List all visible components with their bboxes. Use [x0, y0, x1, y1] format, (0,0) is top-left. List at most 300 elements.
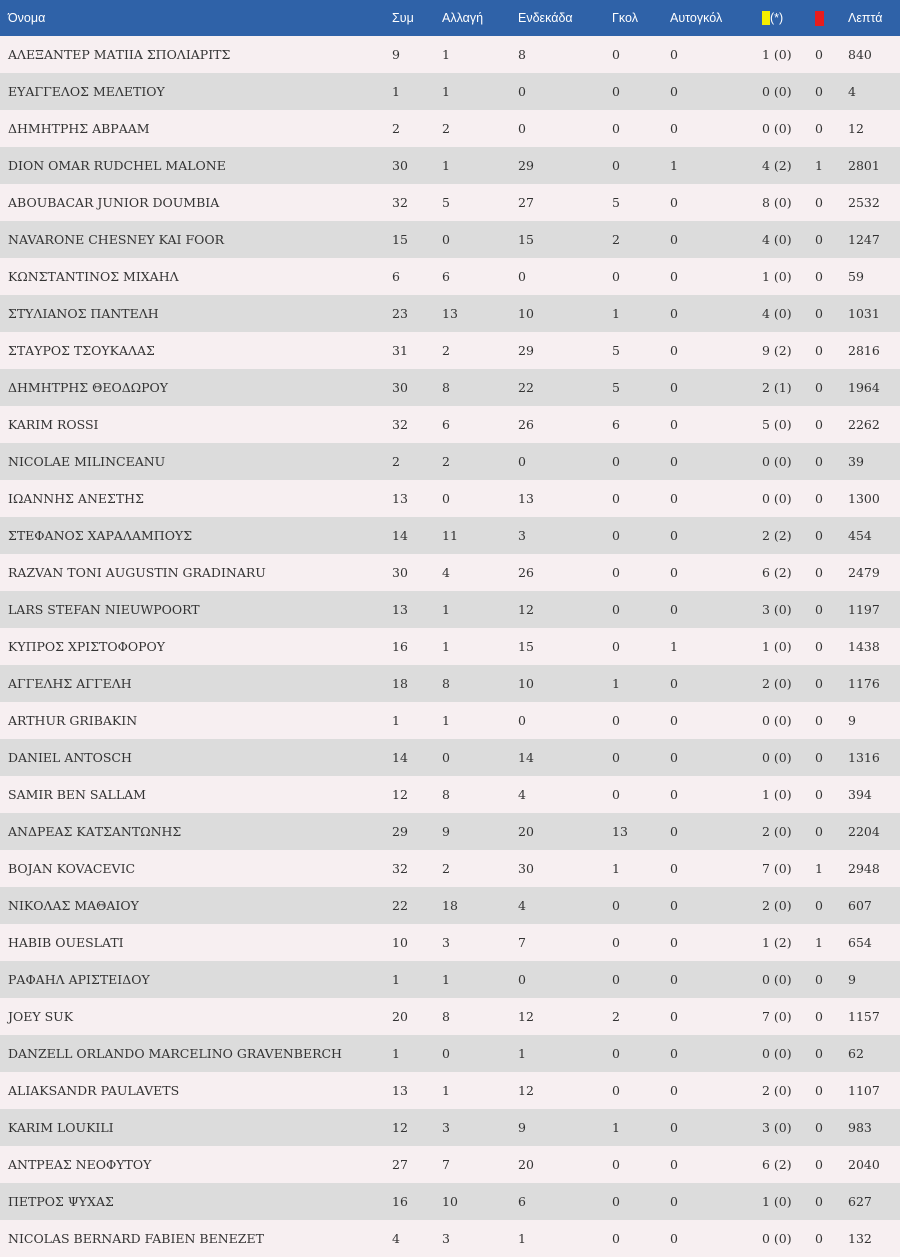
- cell-starts: 8: [518, 36, 612, 73]
- cell-yellow-cards: 3 (0): [762, 591, 815, 628]
- cell-starts: 20: [518, 813, 612, 850]
- cell-goals: 0: [612, 443, 670, 480]
- cell-apps: 23: [392, 295, 442, 332]
- cell-sub: 2: [442, 850, 518, 887]
- cell-starts: 3: [518, 517, 612, 554]
- cell-red-cards: 0: [815, 1220, 848, 1257]
- cell-goals: 0: [612, 591, 670, 628]
- cell-name[interactable]: BOJAN KOVACEVIC: [0, 850, 392, 887]
- cell-sub: 13: [442, 295, 518, 332]
- cell-apps: 13: [392, 591, 442, 628]
- cell-minutes: 454: [848, 517, 900, 554]
- cell-name[interactable]: ΡΑΦΑΗΛ ΑΡΙΣΤΕΙΔΟΥ: [0, 961, 392, 998]
- cell-own-goals: 0: [670, 406, 762, 443]
- cell-starts: 15: [518, 221, 612, 258]
- cell-sub: 0: [442, 739, 518, 776]
- cell-sub: 1: [442, 36, 518, 73]
- table-row[interactable]: [0, 295, 900, 332]
- cell-name[interactable]: ΙΩΑΝΝΗΣ ΑΝΕΣΤΗΣ: [0, 480, 392, 517]
- cell-yellow-cards: 1 (0): [762, 1183, 815, 1220]
- cell-name[interactable]: HABIB OUESLATI: [0, 924, 392, 961]
- table-row[interactable]: [0, 369, 900, 406]
- table-row[interactable]: [0, 36, 900, 73]
- cell-sub: 4: [442, 554, 518, 591]
- cell-red-cards: 1: [815, 924, 848, 961]
- cell-own-goals: 0: [670, 258, 762, 295]
- table-row[interactable]: [0, 1035, 900, 1072]
- cell-starts: 7: [518, 924, 612, 961]
- cell-apps: 2: [392, 110, 442, 147]
- cell-apps: 12: [392, 1109, 442, 1146]
- cell-name[interactable]: LARS STEFAN NIEUWPOORT: [0, 591, 392, 628]
- cell-name[interactable]: ΑΓΓΕΛΗΣ ΑΓΓΕΛΗ: [0, 665, 392, 702]
- cell-name[interactable]: ΔΗΜΗΤΡΗΣ ΑΒΡΑΑΜ: [0, 110, 392, 147]
- cell-red-cards: 0: [815, 36, 848, 73]
- cell-yellow-cards: 5 (0): [762, 406, 815, 443]
- cell-sub: 1: [442, 1072, 518, 1109]
- cell-own-goals: 0: [670, 998, 762, 1035]
- cell-minutes: 39: [848, 443, 900, 480]
- cell-name[interactable]: DANZELL ORLANDO MARCELINO GRAVENBERCH: [0, 1035, 392, 1072]
- cell-yellow-cards: 0 (0): [762, 443, 815, 480]
- cell-apps: 20: [392, 998, 442, 1035]
- cell-minutes: 2948: [848, 850, 900, 887]
- cell-yellow-cards: 4 (0): [762, 221, 815, 258]
- cell-own-goals: 0: [670, 554, 762, 591]
- cell-red-cards: 0: [815, 628, 848, 665]
- cell-own-goals: 0: [670, 739, 762, 776]
- cell-name[interactable]: ΚΥΠΡΟΣ ΧΡΙΣΤΟΦΟΡΟΥ: [0, 628, 392, 665]
- cell-starts: 12: [518, 998, 612, 1035]
- table-row[interactable]: [0, 628, 900, 665]
- cell-minutes: 9: [848, 961, 900, 998]
- table-row[interactable]: [0, 1220, 900, 1257]
- cell-starts: 13: [518, 480, 612, 517]
- cell-goals: 0: [612, 480, 670, 517]
- cell-yellow-cards: 2 (0): [762, 813, 815, 850]
- header-sub[interactable]: Αλλαγή: [442, 0, 518, 36]
- cell-yellow-cards: 0 (0): [762, 480, 815, 517]
- cell-own-goals: 0: [670, 850, 762, 887]
- cell-starts: 4: [518, 776, 612, 813]
- cell-apps: 14: [392, 739, 442, 776]
- cell-red-cards: 0: [815, 332, 848, 369]
- cell-own-goals: 0: [670, 73, 762, 110]
- cell-red-cards: 0: [815, 517, 848, 554]
- cell-minutes: 1176: [848, 665, 900, 702]
- cell-goals: 0: [612, 776, 670, 813]
- cell-starts: 29: [518, 332, 612, 369]
- cell-goals: 6: [612, 406, 670, 443]
- cell-goals: 1: [612, 1109, 670, 1146]
- cell-red-cards: 0: [815, 1183, 848, 1220]
- cell-name[interactable]: KARIM LOUKILI: [0, 1109, 392, 1146]
- cell-yellow-cards: 9 (2): [762, 332, 815, 369]
- cell-sub: 11: [442, 517, 518, 554]
- table-row[interactable]: [0, 147, 900, 184]
- cell-name[interactable]: ΑΝΔΡΕΑΣ ΚΑΤΣΑΝΤΩΝΗΣ: [0, 813, 392, 850]
- cell-name[interactable]: KARIM ROSSI: [0, 406, 392, 443]
- cell-own-goals: 0: [670, 443, 762, 480]
- cell-minutes: 654: [848, 924, 900, 961]
- cell-apps: 4: [392, 1220, 442, 1257]
- cell-apps: 6: [392, 258, 442, 295]
- cell-yellow-cards: 6 (2): [762, 554, 815, 591]
- cell-red-cards: 0: [815, 702, 848, 739]
- cell-goals: 1: [612, 665, 670, 702]
- cell-starts: 26: [518, 554, 612, 591]
- cell-name[interactable]: ALIAKSANDR PAULAVETS: [0, 1072, 392, 1109]
- red-card-icon: [815, 11, 824, 26]
- cell-red-cards: 0: [815, 258, 848, 295]
- table-row[interactable]: [0, 961, 900, 998]
- table-row[interactable]: [0, 850, 900, 887]
- cell-yellow-cards: 3 (0): [762, 1109, 815, 1146]
- cell-red-cards: 0: [815, 776, 848, 813]
- cell-goals: 0: [612, 628, 670, 665]
- cell-name[interactable]: ΣΤΑΥΡΟΣ ΤΣΟΥΚΑΛΑΣ: [0, 332, 392, 369]
- table-row[interactable]: [0, 1146, 900, 1183]
- cell-yellow-cards: 0 (0): [762, 739, 815, 776]
- cell-red-cards: 0: [815, 73, 848, 110]
- table-header-row: [0, 0, 900, 36]
- cell-name[interactable]: ΝΙΚΟΛΑΣ ΜΑΘΑΙΟΥ: [0, 887, 392, 924]
- cell-own-goals: 0: [670, 332, 762, 369]
- cell-sub: 1: [442, 961, 518, 998]
- table-row[interactable]: [0, 110, 900, 147]
- cell-name[interactable]: NICOLAE MILINCEANU: [0, 443, 392, 480]
- cell-own-goals: 0: [670, 813, 762, 850]
- cell-own-goals: 0: [670, 517, 762, 554]
- cell-goals: 0: [612, 1072, 670, 1109]
- cell-apps: 16: [392, 1183, 442, 1220]
- cell-apps: 32: [392, 184, 442, 221]
- cell-yellow-cards: 4 (2): [762, 147, 815, 184]
- cell-starts: 9: [518, 1109, 612, 1146]
- cell-sub: 2: [442, 110, 518, 147]
- cell-apps: 9: [392, 36, 442, 73]
- cell-goals: 0: [612, 1220, 670, 1257]
- cell-name[interactable]: DANIEL ANTOSCH: [0, 739, 392, 776]
- cell-apps: 32: [392, 406, 442, 443]
- cell-own-goals: 0: [670, 369, 762, 406]
- cell-yellow-cards: 1 (0): [762, 776, 815, 813]
- header-starts[interactable]: Ενδεκάδα: [518, 0, 612, 36]
- cell-goals: 0: [612, 1146, 670, 1183]
- cell-goals: 0: [612, 110, 670, 147]
- cell-minutes: 1964: [848, 369, 900, 406]
- cell-minutes: 1247: [848, 221, 900, 258]
- table-row[interactable]: [0, 591, 900, 628]
- table-row[interactable]: [0, 443, 900, 480]
- cell-starts: 0: [518, 73, 612, 110]
- cell-sub: 1: [442, 702, 518, 739]
- cell-sub: 1: [442, 591, 518, 628]
- cell-name[interactable]: ΕΥΑΓΓΕΛΟΣ ΜΕΛΕΤΙΟΥ: [0, 73, 392, 110]
- cell-minutes: 607: [848, 887, 900, 924]
- cell-apps: 30: [392, 554, 442, 591]
- cell-sub: 6: [442, 406, 518, 443]
- table-row[interactable]: [0, 702, 900, 739]
- header-name[interactable]: Όνομα: [0, 0, 392, 36]
- header-yellow-cards[interactable]: [762, 0, 815, 36]
- cell-sub: 2: [442, 443, 518, 480]
- cell-goals: 2: [612, 998, 670, 1035]
- cell-apps: 12: [392, 776, 442, 813]
- cell-red-cards: 0: [815, 813, 848, 850]
- cell-red-cards: 0: [815, 739, 848, 776]
- cell-name[interactable]: ΑΛΕΞΑΝΤΕΡ ΜΑΤΙΙΑ ΣΠΟΛΙΑΡΙΤΣ: [0, 36, 392, 73]
- cell-minutes: 840: [848, 36, 900, 73]
- cell-goals: 0: [612, 739, 670, 776]
- table-row[interactable]: [0, 998, 900, 1035]
- cell-sub: 0: [442, 480, 518, 517]
- cell-minutes: 1300: [848, 480, 900, 517]
- cell-apps: 13: [392, 1072, 442, 1109]
- header-goals[interactable]: Γκολ: [612, 0, 670, 36]
- cell-starts: 14: [518, 739, 612, 776]
- cell-goals: 0: [612, 36, 670, 73]
- cell-name[interactable]: ΠΕΤΡΟΣ ΨΥΧΑΣ: [0, 1183, 392, 1220]
- table-row[interactable]: [0, 1183, 900, 1220]
- cell-name[interactable]: SAMIR BEN SALLAM: [0, 776, 392, 813]
- cell-red-cards: 1: [815, 147, 848, 184]
- cell-minutes: 1107: [848, 1072, 900, 1109]
- cell-red-cards: 0: [815, 221, 848, 258]
- cell-starts: 0: [518, 961, 612, 998]
- table-row[interactable]: [0, 73, 900, 110]
- cell-red-cards: 0: [815, 1109, 848, 1146]
- cell-own-goals: 0: [670, 591, 762, 628]
- cell-red-cards: 0: [815, 406, 848, 443]
- cell-apps: 13: [392, 480, 442, 517]
- cell-apps: 10: [392, 924, 442, 961]
- cell-apps: 1: [392, 1035, 442, 1072]
- cell-minutes: 2816: [848, 332, 900, 369]
- cell-starts: 15: [518, 628, 612, 665]
- cell-name[interactable]: ARTHUR GRIBAKIN: [0, 702, 392, 739]
- table-row[interactable]: [0, 517, 900, 554]
- cell-name[interactable]: ΚΩΝΣΤΑΝΤΙΝΟΣ ΜΙΧΑΗΛ: [0, 258, 392, 295]
- cell-goals: 0: [612, 924, 670, 961]
- cell-sub: 0: [442, 221, 518, 258]
- cell-yellow-cards: 7 (0): [762, 998, 815, 1035]
- cell-starts: 1: [518, 1035, 612, 1072]
- table-row[interactable]: [0, 221, 900, 258]
- table-row[interactable]: [0, 184, 900, 221]
- cell-goals: 0: [612, 1035, 670, 1072]
- table-row[interactable]: [0, 924, 900, 961]
- cell-sub: 0: [442, 1035, 518, 1072]
- cell-own-goals: 0: [670, 887, 762, 924]
- cell-goals: 5: [612, 184, 670, 221]
- cell-starts: 0: [518, 258, 612, 295]
- cell-apps: 1: [392, 702, 442, 739]
- cell-yellow-cards: 0 (0): [762, 1220, 815, 1257]
- cell-minutes: 627: [848, 1183, 900, 1220]
- cell-goals: 13: [612, 813, 670, 850]
- cell-name[interactable]: ΣΤΕΦΑΝΟΣ ΧΑΡΑΛΑΜΠΟΥΣ: [0, 517, 392, 554]
- cell-own-goals: 0: [670, 1109, 762, 1146]
- cell-minutes: 1157: [848, 998, 900, 1035]
- cell-name[interactable]: ΔΗΜΗΤΡΗΣ ΘΕΟΔΩΡΟΥ: [0, 369, 392, 406]
- cell-sub: 8: [442, 369, 518, 406]
- cell-red-cards: 0: [815, 443, 848, 480]
- cell-starts: 26: [518, 406, 612, 443]
- cell-minutes: 2801: [848, 147, 900, 184]
- cell-minutes: 394: [848, 776, 900, 813]
- table-row[interactable]: [0, 258, 900, 295]
- cell-starts: 30: [518, 850, 612, 887]
- cell-own-goals: 0: [670, 776, 762, 813]
- cell-red-cards: 0: [815, 998, 848, 1035]
- header-red-cards[interactable]: [815, 0, 848, 36]
- cell-red-cards: 0: [815, 184, 848, 221]
- cell-red-cards: 0: [815, 295, 848, 332]
- cell-starts: 1: [518, 1220, 612, 1257]
- table-row[interactable]: [0, 480, 900, 517]
- cell-goals: 5: [612, 369, 670, 406]
- cell-yellow-cards: 0 (0): [762, 73, 815, 110]
- cell-starts: 6: [518, 1183, 612, 1220]
- table-row[interactable]: [0, 776, 900, 813]
- cell-starts: 29: [518, 147, 612, 184]
- table-row[interactable]: [0, 406, 900, 443]
- cell-red-cards: 0: [815, 1146, 848, 1183]
- cell-apps: 15: [392, 221, 442, 258]
- cell-starts: 12: [518, 591, 612, 628]
- cell-minutes: 983: [848, 1109, 900, 1146]
- cell-goals: 0: [612, 258, 670, 295]
- cell-sub: 3: [442, 924, 518, 961]
- table-row[interactable]: [0, 554, 900, 591]
- table-row[interactable]: [0, 665, 900, 702]
- cell-starts: 10: [518, 295, 612, 332]
- cell-sub: 7: [442, 1146, 518, 1183]
- cell-red-cards: 0: [815, 554, 848, 591]
- cell-apps: 2: [392, 443, 442, 480]
- cell-minutes: 1316: [848, 739, 900, 776]
- cell-apps: 1: [392, 961, 442, 998]
- cell-starts: 27: [518, 184, 612, 221]
- cell-minutes: 2532: [848, 184, 900, 221]
- cell-minutes: 9: [848, 702, 900, 739]
- cell-red-cards: 1: [815, 850, 848, 887]
- cell-apps: 16: [392, 628, 442, 665]
- cell-yellow-cards: 1 (0): [762, 36, 815, 73]
- cell-starts: 22: [518, 369, 612, 406]
- cell-minutes: 2040: [848, 1146, 900, 1183]
- table-row[interactable]: [0, 332, 900, 369]
- cell-yellow-cards: 2 (2): [762, 517, 815, 554]
- cell-name[interactable]: NAVARONE CHESNEY KAI FOOR: [0, 221, 392, 258]
- cell-yellow-cards: 4 (0): [762, 295, 815, 332]
- table-row[interactable]: [0, 1109, 900, 1146]
- cell-minutes: 2204: [848, 813, 900, 850]
- cell-name[interactable]: DION OMAR RUDCHEL MALONE: [0, 147, 392, 184]
- cell-name[interactable]: ΑΝΤΡΕΑΣ ΝΕΟΦΥΤΟΥ: [0, 1146, 392, 1183]
- cell-goals: 0: [612, 73, 670, 110]
- header-own-goals[interactable]: Αυτογκόλ: [670, 0, 762, 36]
- cell-yellow-cards: 2 (0): [762, 887, 815, 924]
- cell-own-goals: 1: [670, 147, 762, 184]
- cell-own-goals: 0: [670, 1183, 762, 1220]
- cell-yellow-cards: 0 (0): [762, 110, 815, 147]
- cell-yellow-cards: 2 (1): [762, 369, 815, 406]
- cell-sub: 8: [442, 776, 518, 813]
- cell-red-cards: 0: [815, 665, 848, 702]
- cell-apps: 31: [392, 332, 442, 369]
- cell-minutes: 132: [848, 1220, 900, 1257]
- cell-goals: 5: [612, 332, 670, 369]
- cell-sub: 1: [442, 628, 518, 665]
- cell-goals: 0: [612, 1183, 670, 1220]
- cell-apps: 30: [392, 369, 442, 406]
- cell-name[interactable]: ABOUBACAR JUNIOR DOUMBIA: [0, 184, 392, 221]
- cell-red-cards: 0: [815, 1072, 848, 1109]
- cell-apps: 22: [392, 887, 442, 924]
- cell-name[interactable]: JOEY SUK: [0, 998, 392, 1035]
- cell-starts: 10: [518, 665, 612, 702]
- cell-yellow-cards: 2 (0): [762, 665, 815, 702]
- cell-own-goals: 0: [670, 1146, 762, 1183]
- table-row[interactable]: [0, 887, 900, 924]
- cell-red-cards: 0: [815, 369, 848, 406]
- cell-minutes: 59: [848, 258, 900, 295]
- header-apps[interactable]: Συμ: [392, 0, 442, 36]
- cell-starts: 4: [518, 887, 612, 924]
- cell-starts: 0: [518, 443, 612, 480]
- cell-minutes: 2479: [848, 554, 900, 591]
- cell-goals: 0: [612, 702, 670, 739]
- cell-yellow-cards: 0 (0): [762, 961, 815, 998]
- cell-red-cards: 0: [815, 887, 848, 924]
- cell-name[interactable]: NICOLAS BERNARD FABIEN BENEZET: [0, 1220, 392, 1257]
- cell-yellow-cards: 1 (0): [762, 628, 815, 665]
- cell-yellow-cards: 8 (0): [762, 184, 815, 221]
- cell-sub: 8: [442, 665, 518, 702]
- table-row[interactable]: [0, 813, 900, 850]
- cell-yellow-cards: 0 (0): [762, 702, 815, 739]
- cell-goals: 0: [612, 961, 670, 998]
- cell-sub: 8: [442, 998, 518, 1035]
- cell-red-cards: 0: [815, 110, 848, 147]
- table-row[interactable]: [0, 1072, 900, 1109]
- header-minutes[interactable]: Λεπτά: [848, 0, 900, 36]
- cell-red-cards: 0: [815, 961, 848, 998]
- cell-own-goals: 0: [670, 1220, 762, 1257]
- cell-own-goals: 1: [670, 628, 762, 665]
- cell-yellow-cards: 7 (0): [762, 850, 815, 887]
- cell-yellow-cards: 0 (0): [762, 1035, 815, 1072]
- cell-minutes: 1031: [848, 295, 900, 332]
- cell-red-cards: 0: [815, 480, 848, 517]
- cell-sub: 3: [442, 1220, 518, 1257]
- header-yellow-suffix: (*): [770, 11, 784, 25]
- cell-sub: 5: [442, 184, 518, 221]
- cell-name[interactable]: RAZVAN TONI AUGUSTIN GRADINARU: [0, 554, 392, 591]
- cell-starts: 0: [518, 702, 612, 739]
- cell-name[interactable]: ΣΤΥΛΙΑΝΟΣ ΠΑΝΤΕΛΗ: [0, 295, 392, 332]
- cell-own-goals: 0: [670, 924, 762, 961]
- table-row[interactable]: [0, 739, 900, 776]
- cell-own-goals: 0: [670, 184, 762, 221]
- cell-yellow-cards: 1 (2): [762, 924, 815, 961]
- cell-own-goals: 0: [670, 110, 762, 147]
- cell-goals: 0: [612, 517, 670, 554]
- cell-sub: 10: [442, 1183, 518, 1220]
- cell-starts: 20: [518, 1146, 612, 1183]
